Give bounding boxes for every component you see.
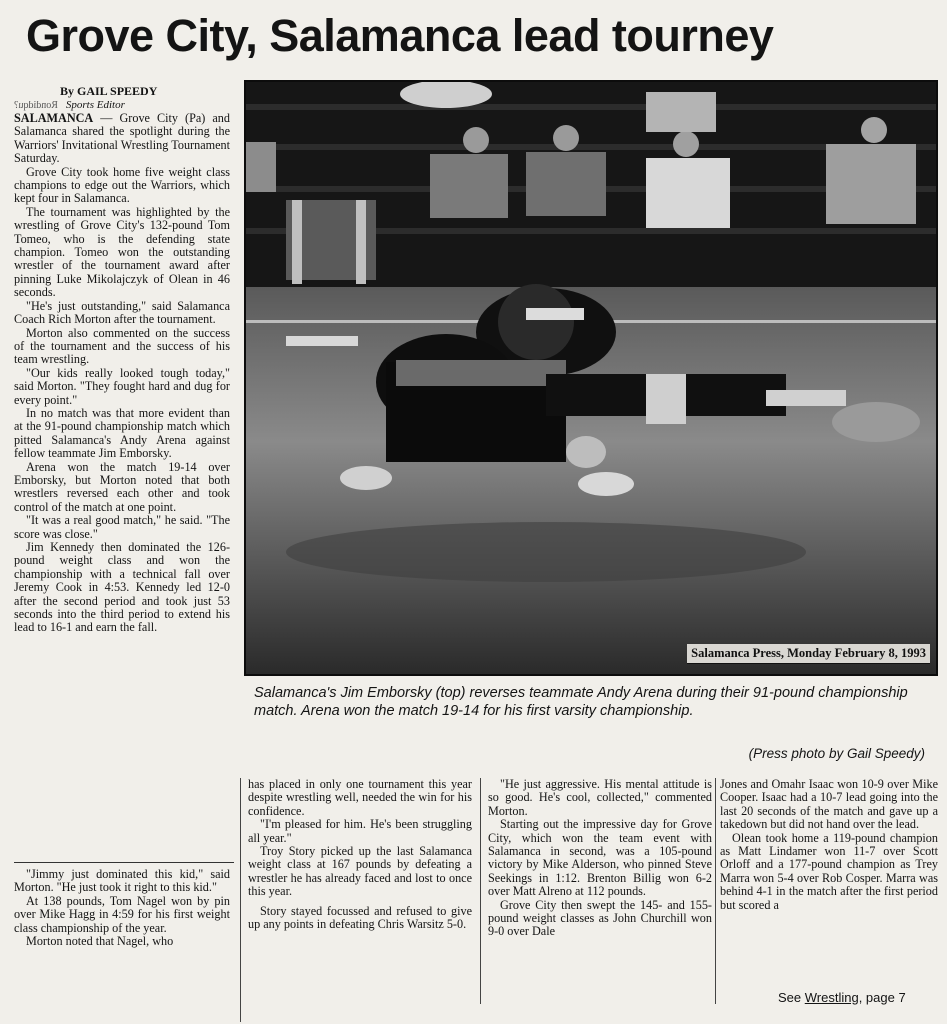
- paragraph: Jones and Omahr Isaac won 10-9 over Mike Cooper. Isaac had a 10-7 lead going into the last 20 seconds of the match and gave up a takedown but did not hand over the lead.: [720, 777, 938, 832]
- paragraph: Starting out the impressive day for Grove City, which won the team event with Salamanca in second, was a 105-pound victory by Mike Alderson, who pinned Steve Seekings in 1:12. Brenton Billig won 6-2 over Matt Alreno at 112 pounds.: [488, 817, 712, 899]
- jump-reference: Wrestling: [804, 990, 859, 1005]
- continued-jump-line: [778, 990, 906, 1005]
- column-divider: [480, 778, 481, 1004]
- byline-role: Sports Editor: [65, 99, 125, 111]
- photo-byline: (Press photo by Gail Speedy): [748, 746, 925, 761]
- photo-credit-line: Salamanca Press, Monday February 8, 1993: [687, 644, 930, 664]
- article-column-4: [720, 778, 938, 912]
- paragraph: Morton also commented on the success of the tournament and the success of his team wrestling.: [14, 325, 230, 367]
- photo-image: [246, 82, 936, 674]
- paragraph: Arena won the match 19-14 over Emborsky, but Morton noted that both wrestlers reversed each other and took control of the match at one point.: [14, 459, 230, 514]
- paragraph: has placed in only one tournament this year despite wrestling well, needed the win for his confidence.: [248, 777, 472, 818]
- byline: [14, 84, 234, 111]
- jump-prefix: See: [778, 990, 805, 1005]
- paragraph: Olean took home a 119-pound champion as Matt Lindamer won 11-7 over Scott Orloff and a 177-pound champion as Trey Marra won 5-4 over Rob Cosper. Marra was behind 4-1 in the match after the first period but scored a: [720, 830, 938, 912]
- paragraph: The tournament was highlighted by the wrestling of Grove City's 132-pound Tom Tomeo, who is the defending state champion. Tomeo won the outstanding wrestler of the tournament award after pinning Luke Mikolajczyk of Olean in 46 seconds.: [14, 204, 230, 300]
- paragraph: In no match was that more evident than at the 91-pound championship match which pitted Salamanca's Andy Arena against fellow teammate Jim Emborsky.: [14, 405, 230, 461]
- paragraph: "Our kids really looked tough today," said Morton. "They fought hard and dug for every point.": [14, 365, 230, 407]
- paragraph: "It was a real good match," he said. "The score was close.": [14, 513, 230, 541]
- paragraph: Morton noted that Nagel, who: [26, 934, 174, 949]
- jump-suffix: , page 7: [858, 990, 906, 1005]
- paragraph: "I'm pleased for him. He's been struggling all year.": [248, 817, 472, 845]
- column-divider: [240, 778, 241, 1022]
- paragraph: Grove City took home five weight class champions to edge out the Warriors, which kept four in Salamanca.: [14, 164, 230, 206]
- article-column-1-bottom: [14, 868, 230, 948]
- paragraph: Troy Story picked up the last Salamanca weight class at 167 pounds by defeating a wrestler he has already faced and lost to once this year.: [248, 844, 472, 899]
- paragraph: "Jimmy just dominated this kid," said Morton. "He just took it right to this kid.": [14, 867, 230, 895]
- wrestling-photo: [244, 80, 938, 676]
- paragraph: Story stayed focussed and refused to give up any points in defeating Chris Warsitz 5-0.: [248, 903, 472, 932]
- paragraph: Jim Kennedy then dominated the 126-pound weight class and won the championship with a technical fall over Jeremy Cook in 4:53. Kennedy led 12-0 after the second period and took just 53 seconds into the third period to extend his lead to 16-1 and earn the fall.: [14, 540, 230, 635]
- column-divider: [715, 778, 716, 1004]
- byline-bleed-text: Rondidqu?: [14, 100, 58, 111]
- paragraph: At 138 pounds, Tom Nagel won by pin over Mike Hagg in 4:59 for his first weight class championship of the year.: [14, 893, 230, 935]
- dateline: SALAMANCA: [14, 111, 94, 125]
- article-column-3: [488, 778, 712, 939]
- paragraph: [14, 112, 230, 166]
- article-column-1: [14, 112, 230, 635]
- article-column-2: [248, 778, 472, 931]
- photo-caption: Salamanca's Jim Emborsky (top) reverses teammate Andy Arena during their 91-pound championship match. Arena won the match 19-14 for his first varsity championship.: [254, 685, 908, 719]
- paragraph: "He just aggressive. His mental attitude is so good. He's cool, collected," commented Morton.: [488, 777, 712, 818]
- paragraph: Grove City then swept the 145- and 155-pound weight classes as John Churchill won 9-0 over Dale: [488, 897, 712, 939]
- paragraph: "He's just outstanding," said Salamanca Coach Rich Morton after the tournament.: [14, 298, 230, 327]
- headline: Grove City, Salamanca lead tourney: [26, 10, 774, 61]
- paragraph-text: — Grove City (Pa) and Salamanca shared the spotlight during the Warriors' Invitational Wrestling Tournament Saturday.: [14, 111, 230, 166]
- column-divider: [14, 862, 234, 863]
- byline-author: By GAIL SPEEDY: [60, 84, 158, 98]
